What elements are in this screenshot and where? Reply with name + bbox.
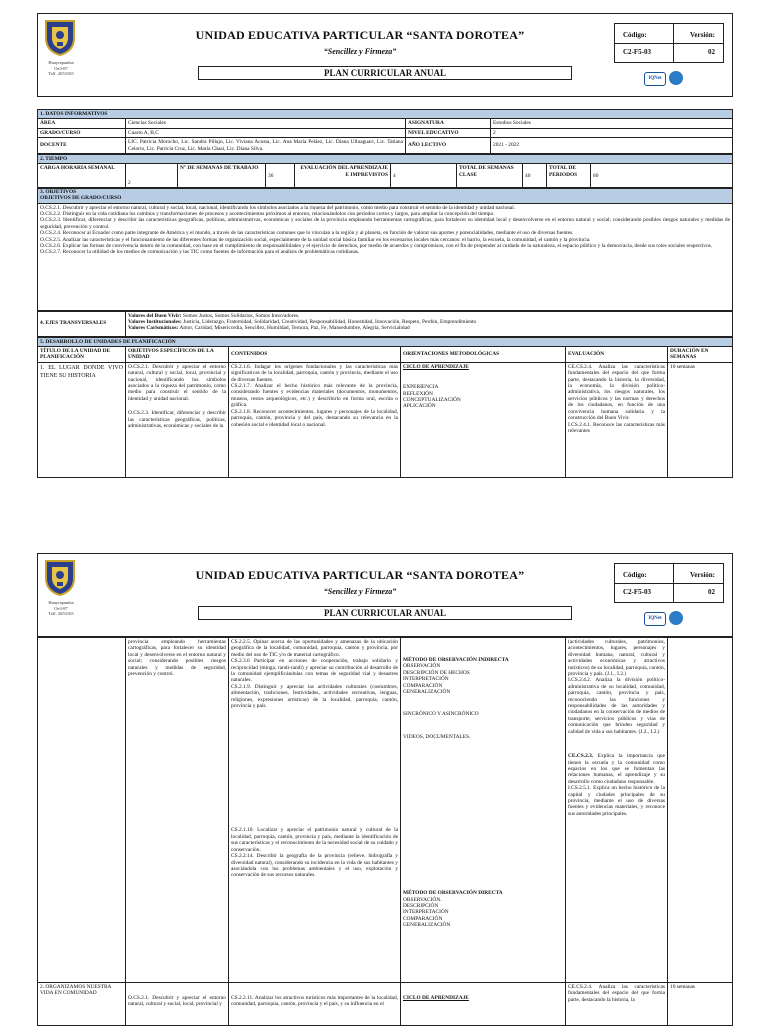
plan-title: PLAN CURRICULAR ANUAL [198, 66, 572, 80]
version-value: 02 [708, 48, 715, 56]
total-periodos-value: 80 [591, 164, 733, 188]
buen-vivir-value: Somos Justos, Somos Solidarios, Somos Innovadores. [182, 312, 300, 319]
objective-item: O.CS.2.1. Descubrir y apreciar el entorno natural, cultural y social, local, nacional, identificando los símbolos asociados a la riqueza del patrimonio, como medio para construir el sentido de la identidad y unidad nacional. [40, 204, 516, 211]
institucionales-label: Valores Institucionales: [128, 319, 182, 326]
certification-seal-icon [669, 611, 683, 625]
metodo-title: MÉTODO DE OBSERVACIÓN DIRECTA [403, 890, 503, 897]
unit-objective: O.CS.2.1. Descubrir y apreciar el entorno natural, cultural y social, local, provincial y nacional, identificando los símbolos asociados a la riqueza del patrimonio, como medio para construir el sentido de la identidad y unidad nacional. [128, 363, 226, 402]
objective-item: O.CS.2.7. Reconocer la utilidad de los medios de comunicación y las TIC como fuentes de información para el análisis de problemáticas cotidianas. [40, 249, 360, 256]
school-crest-logo [43, 558, 77, 596]
section-3-subtitle: OBJETIVOS DE GRADO/CURSO [40, 195, 122, 202]
col-evaluacion: EVALUACIÓN [566, 347, 668, 363]
eval-code: CE.CS.2.3. [568, 753, 594, 760]
total-semanas-label: TOTAL DE SEMANAS CLASE [457, 164, 523, 188]
grado-value: Cuarto A, B,C [126, 128, 406, 137]
col-titulo: TÍTULO DE LA UNIDAD DE PLANIFICACIÓN [38, 347, 126, 363]
metodo-extra: VIDEOS, DOCUMENTALES. [403, 733, 471, 740]
grado-label: GRADO/CURSO [38, 128, 126, 137]
unit-evaluacion: CE.CS.2.4. Analiza las características fundamentales del espacio del que forma parte, destacando la historia, la [566, 983, 668, 1026]
table-row [38, 362, 733, 477]
buen-vivir-label: Valores del Buen Vivir: [128, 312, 182, 319]
table-row [38, 983, 733, 1026]
objective-item: O.CS.2.2. Distinguir en la vida cotidiana los cambios y transformaciones de procesos y acontecimientos próximos al entorno, relacionándolos con periodos cortos y largos, para ampliar la concepción del tiempo. [40, 211, 495, 218]
school-address: Huayrapamba Oe3-87 Telf. 2653165 [48, 600, 74, 616]
nivel-value: 2 [491, 128, 733, 137]
evaluacion-label: EVALUACIÓN DEL APRENDIZAJE E IMPREVISTOS [295, 164, 391, 188]
col-duracion: DURACIÓN EN SEMANAS [668, 347, 733, 363]
institution-slogan: “Sencillez y Firmeza” [323, 587, 397, 596]
document-header [37, 13, 733, 97]
certification-logos [644, 69, 696, 89]
code-label: Código: [623, 31, 647, 39]
iqnet-logo: IQNet [644, 72, 666, 86]
section-3-title: 3. OBJETIVOS [40, 189, 77, 196]
total-semanas-value: 40 [523, 164, 547, 188]
unit-objective: O.CS.2.1. Descubrir y apreciar el entorno natural, cultural y social, local, provincial y [126, 983, 229, 1026]
unit-objective: provincia empleando herramientas cartográficas, para fortalecer su identidad local y desenvolverse en el entorno natural y social; considerando posibles riesgos naturales y medidas de seguridad, prevención y control. [126, 638, 229, 983]
asignatura-value: Estudios Sociales [491, 119, 733, 128]
unit-evaluacion: Explica la importancia que tienen la escuela y la comunidad como espacios en los que se fomentan las relaciones humanas, el aprendizaje y su desarrollo como ciudadano responsable. I.CS.2.5.1. Explica un hecho histórico de la capital y ciudades principales de su provincia, mediante el uso de diversas fuentes y evidencias materiales, y reconoce sus autoridades principales. [568, 753, 665, 817]
version-label: Versión: [689, 31, 715, 39]
asignatura-label: ASIGNATURA [406, 119, 491, 128]
version-value: 02 [708, 588, 715, 596]
certification-logos [644, 609, 696, 629]
code-value: C2-F5-03 [623, 588, 651, 596]
unit-contenidos: CS.2.2.11. Analizar los atractivos turísticos más importantes de la localidad, comunidad, parroquia, cantón, provincia y el país, y su influencia en el [229, 983, 401, 1026]
col-contenidos: CONTENIDOS [229, 347, 401, 363]
semanas-value: 36 [266, 164, 295, 188]
iqnet-logo: IQNet [644, 612, 666, 626]
lectivo-label: AÑO LECTIVO [406, 138, 491, 154]
evaluacion-value: 4 [391, 164, 457, 188]
plan-title: PLAN CURRICULAR ANUAL [198, 606, 572, 620]
metodo-title: MÉTODO DE OBSERVACIÓN INDIRECTA [403, 657, 509, 663]
document-code-box [614, 563, 724, 603]
metodo-items: EXPERIENCIA REFLEXIÓN CONCEPTUALIZACIÓN APLICACIÓN [403, 384, 461, 410]
objective-item: O.CS.2.4. Reconocer al Ecuador como parte integrante de América y el mundo, a través de las características comunes que lo vinculan a la región y al planeta, en función de valorar sus aportes y potencialidades, mediante el uso de diversas fuentes. [40, 230, 574, 237]
total-periodos-label: TOTAL DE PERIODOS [547, 164, 591, 188]
school-address: Huayrapamba Oe3-87 Telf. 2653165 [48, 60, 74, 76]
unidades-table [37, 337, 733, 478]
unidades-table-continued [37, 637, 733, 1026]
institucionales-value: Justicia, Liderazgo, Fraternidad, Solidaridad, Creatividad, Responsabilidad, Honestidad, Innovación, Respeto, Perdón, Emprendimiento [183, 319, 477, 326]
document-code-box [614, 23, 724, 63]
page-2 [37, 553, 733, 1026]
school-crest-logo [43, 18, 77, 56]
section-5-title: 5. DESARROLLO DE UNIDADES DE PLANIFICACIÓN [38, 337, 733, 346]
unit-title: 1. EL LUGAR DONDE VIVO TIENE SU HISTORIA [38, 362, 126, 477]
certification-seal-icon [669, 71, 683, 85]
unit-objective: O.CS.2.3. Identificar, diferenciar y describir las características geográficas, políticas, administrativas, económicas y sociales de la [128, 410, 226, 430]
unit-contenidos: CS.2.1.6. Indagar los orígenes fundacionales y las características más significativas de la localidad, parroquia, cantón y provincia, mediante el uso de diversas fuentes. CS.2.1.7. Analizar el hecho histórico más relevante de la provincia, considerando fuentes y evidencias materiales (documentos, monumentos, museos, restos arqueológicos, etc.) y describirlo en forma oral, escrita o gráfica. CS.2.1.8. Reconocer acontecimientos, lugares y personajes de la localidad, parroquia, cantón, provincia y del país, destacando su relevancia en la cohesión social e identidad local o nacional. [229, 362, 401, 477]
tiempo-table [37, 154, 733, 188]
ejes-label: 4. EJES TRANSVERSALES [38, 311, 126, 336]
lectivo-value: 2021 - 2022 [491, 138, 733, 154]
unit-contenidos: CS.2.2.5. Opinar acerca de las oportunidades y amenazas de la ubicación geográfica de la localidad, comunidad, parroquia, cantón y provincia, por medio del uso de TIC y/o de material cartográfico. CS.2.3.6 Participar en acciones de cooperación, trabajo solidario y reciprocidad (minga, randi-randi) y apreciar su contribución al desarrollo de la comunidad ejemplificándolas con temas de seguridad vial y desastres naturales. CS.2.1.9. Distinguir y apreciar las actividades culturales (costumbres, alimentación, tradiciones, festividades, actividades recreativas, lenguas, religiones, expresiones artísticas) de la localidad, parroquia, cantón, provincia y país. [231, 639, 398, 710]
institution-slogan: “Sencillez y Firmeza” [323, 47, 397, 56]
unit-evaluacion: CE.CS.2.4. Analiza las características fundamentales del espacio del que forma parte, destacando la historia, la diversidad, la economía, la división político-administrativa, los riesgos naturales, los servicios públicos y las normas y derechos de los ciudadanos, en función de una convivencia humana solidaria y la construcción del Buen Vivir. I.CS.2.4.1. Reconoce las características más relevantes [566, 362, 668, 477]
ejes-table [37, 311, 733, 337]
objective-item: O.CS.2.3. Identificar, diferenciar y describir las características geográficas, políticas, administrativas, económicas y sociales de la provincia empleando herramientas cartográficas, para fortalecer su identidad local y desenvolverse en el entorno natural y social; considerando posibles riesgos naturales y medidas de seguridad, prevención y control. [40, 217, 730, 230]
docente-label: DOCENTE [38, 138, 126, 154]
carismaticos-value: Amor, Caridad, Misericordia, Sencillez, Humildad, Ternura, Paz, Fe, Mansedumbre, Alegría, Servicialidad [179, 325, 410, 332]
unit-title: 2. ORGANIZAMOS NUESTRA VIDA EN COMUNIDAD [38, 983, 126, 1026]
section-1-title: 1. DATOS INFORMATIVOS [38, 110, 733, 119]
unit-duracion: 10 semanas [668, 983, 733, 1026]
table-row [38, 638, 733, 983]
semanas-label: N° DE SEMANAS DE TRABAJO [178, 164, 266, 188]
objetivos-table [37, 188, 733, 310]
version-label: Versión: [689, 571, 715, 579]
section-2-title: 2. TIEMPO [38, 155, 733, 164]
objective-item: O.CS.2.6. Explicar las formas de convivencia dentro de la comunidad, con base en el cumplimiento de responsabilidades y el ejercicio de derechos, por medio de acuerdos y compromisos, con el fin de propender al cuidado de la naturaleza, el espacio público y la democracia, desde sus roles sociales respectivos. [40, 243, 713, 250]
unit-duracion: 10 semanas [668, 362, 733, 477]
metodo-items: OBSERVACIÓN. DESCRIPCIÓN INTERPRETACIÓN COMPARACIÓN GENERALIZACIÓN [403, 896, 451, 929]
institution-name: UNIDAD EDUCATIVA PARTICULAR “SANTA DOROTEA” [195, 28, 525, 42]
code-value: C2-F5-03 [623, 48, 651, 56]
metodo-title: CICLO DE APRENDIZAJE [403, 995, 469, 1001]
area-value: Ciencias Sociales [126, 119, 406, 128]
code-label: Código: [623, 571, 647, 579]
institution-name: UNIDAD EDUCATIVA PARTICULAR “SANTA DOROTEA” [195, 568, 525, 582]
document-header [37, 553, 733, 637]
unit-evaluacion: (actividades culturales, patrimonios, acontecimientos, lugares, personajes y diversidad humana, natural, cultural y actividades económicas y atractivos turísticos) de su localidad, parroquia, cantón, provincia y país. (J.1., I.2.) I.CS.2.4.2. Analiza la división político-administrativa de su localidad, comunidad, parroquia, cantón, provincia y país, reconociendo las funciones y responsabilidades de las autoridades y ciudadanos en la conservación de medios de transporte, servicios públicos y vías de comunicación que brinden seguridad y calidad de vida a sus habitantes. (J.2., I.2.) [568, 639, 666, 735]
carismaticos-label: Valores Carismáticos: [128, 325, 179, 332]
col-objetivos: OBJETIVOS ESPECÍFICOS DE LA UNIDAD [126, 347, 229, 363]
datos-informativos-table [37, 109, 733, 154]
metodo-extra: SINCRÓNICO Y ASINCRÓNICO [403, 711, 479, 718]
metodo-items: OBSERVACIÓN DESCRIPCIÓN DE HECHOS INTERPRETACIÓN COMPARACIÓN GENERALIZACIÓN [403, 663, 470, 696]
col-orientaciones: ORIENTACIONES METODOLÓGICAS [401, 347, 566, 363]
docente-value: LIC. Patricia Morocho, Lic. Sandra Pillajo, Lic. Viviana Acosta, Lic. Ana María Peláez, Lic. Diana Ulluaguari, Lic. Tatiana Celorio, Lic. Patricia Cruz, Lic. María Chasi, Lic. Diana Silva. [126, 138, 406, 154]
metodo-title: CICLO DE APRENDIZAJE [403, 363, 469, 370]
nivel-label: NIVEL EDUCATIVO [406, 128, 491, 137]
carga-value: 2 [126, 164, 178, 188]
area-label: ÁREA [38, 119, 126, 128]
carga-label: CARGA HORARIA SEMANAL [38, 164, 126, 188]
objectives-list [38, 203, 733, 310]
objective-item: O.CS.2.5. Analizar las características y el funcionamiento de las diferentes formas de organización social, especialmente de la unidad social básica familiar en los escenarios locales más cercanos: el barrio, la escuela, la comunidad, el cantón y la provincia. [40, 236, 591, 243]
unit-contenidos: CS.2.1.10. Localizar y apreciar el patrimonio natural y cultural de la localidad, parroquia, cantón, provincia y país, mediante la identificación de sus características y el reconocimiento de la necesidad social de su cuidado y conservación. CS.2.2.14. Describir la geografía de la provincia (relieve, hidrografía y diversidad natural), considerando su incidencia en la vida de sus habitantes y asociándola con los problemas ambientales y el uso, explotación y conservación de sus recursos naturales. [231, 827, 398, 879]
page-1 [37, 13, 733, 478]
